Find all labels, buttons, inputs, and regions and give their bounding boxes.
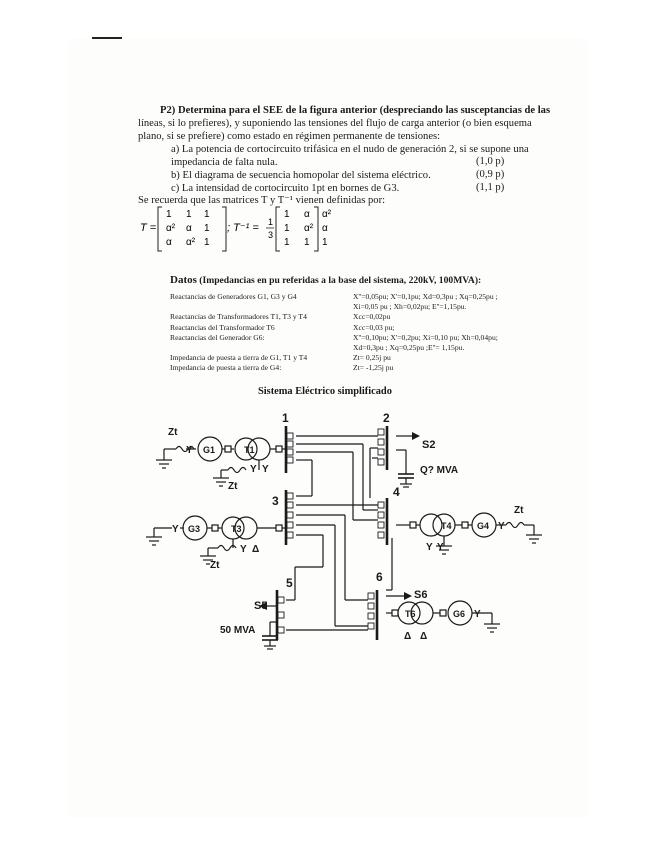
bus-breaker [287,457,293,463]
datos-row-value: Xcc=0,03 pu; [353,322,395,332]
t1-label: T1 [244,445,255,455]
t-cell-1-0: α² [166,223,176,234]
bus-breaker [278,627,284,633]
s5-label: S5 [254,600,268,612]
y-t4-a: Y [426,542,433,553]
datos-row-value: Xi=0,05 pu ; Xh=0,02pu; E''=1,15pu. [353,302,467,312]
bus-breaker [378,502,384,508]
tinv-label: ; T⁻¹ = [227,222,259,234]
recall-line: Se recuerda que las matrices T y T⁻¹ vienen definidas por: [138,195,386,206]
t-cell-2-1: α² [186,237,196,248]
zt-g4-label: Zt [514,505,524,516]
y-g4: Y [498,521,505,532]
t-cell-2-0: α [166,237,172,248]
s2-arrow-icon [412,432,420,440]
tinv-cell-2-1: 1 [304,237,310,248]
item-a-points: (1,0 p) [476,156,505,167]
tinv-cell-2-2: 1 [322,237,328,248]
y-g1: Y [186,445,193,456]
tinv-cell-0-1: α [304,209,310,220]
datos-row-label: Reactancias del Generador G6: [170,332,265,342]
t-cell-1-1: α [186,223,192,234]
bus-breaker [378,459,384,465]
t-cell-2-2: 1 [204,237,210,248]
bus-breaker [287,449,293,455]
g6-label: G6 [453,609,466,619]
q-mva-label: Q? MVA [420,465,459,476]
datos-row-value: Zt= -1,25j pu [353,363,394,373]
tinv-cell-2-0: 1 [284,237,290,248]
s2-label: S2 [422,439,436,451]
diagram-title: Sistema Eléctrico simplificado [258,386,392,397]
bus-breaker [378,449,384,455]
delta-t3: Δ [252,544,260,555]
node-2-label: 2 [383,411,390,425]
item-c-points: (1,1 p) [476,182,505,193]
item-b: b) El diagrama de secuencia homopolar del sistema eléctrico. [171,170,431,181]
t-cell-1-2: 1 [204,223,210,234]
bus-breaker [378,512,384,518]
zt-t3-label: Zt [210,560,220,571]
node-5-label: 5 [286,576,293,590]
t4-winding-a [420,514,442,536]
datos-row-value: Xd=0,3pu ; Xq=0,25pu ;E''= 1,15pu. [353,343,465,352]
datos-row-label: Impedancia de puesta a tierra de G4: [170,363,282,373]
item-b-points: (0,9 p) [476,169,505,180]
problem-line-2: líneas, si lo prefieres), y suponiendo las tensiones del flujo de carga anterior (o bien esquema [138,118,532,129]
s6-arrow-icon [404,592,412,600]
problem-line-1: P2) Determina para el SEE de la figura anterior (despreciando las susceptancias de las [160,105,551,116]
bus-breaker [278,597,284,603]
tinv-cell-0-0: 1 [284,209,290,220]
bus-breaker [378,429,384,435]
zt-t1-label: Zt [228,481,238,492]
item-c: c) La intensidad de cortocircuito 1pt en bornes de G3. [171,183,400,194]
bus-breaker [287,502,293,508]
bus-breaker [378,522,384,528]
bus-breaker [287,433,293,439]
bus-breaker [368,593,374,599]
node-1-label: 1 [282,411,289,425]
g4-zt-zigzag [506,523,524,528]
datos-row-label: Impedancia de puesta a tierra de G1, T1 y T4 [170,353,308,363]
datos-row-label: Reactancias del Transformador T6 [170,322,275,332]
delta-t6-a: Δ [404,631,412,642]
y-t3: Y [240,544,247,555]
g1-label: G1 [203,445,216,455]
datos-row-value: Zt= 0,25j pu [353,353,391,363]
tinv-den: 3 [268,230,274,240]
datos-row-value: X''=0,05pu; X'=0,1pu; Xd=0,3pu ; Xq=0,25pu ; [353,292,498,301]
tinv-cell-0-2: α² [322,209,332,220]
bus-breaker [287,532,293,538]
datos-title: Datos [170,274,197,286]
bus-breaker [378,439,384,445]
t6-label: T6 [405,609,416,619]
delta-t6-b: Δ [420,631,428,642]
node-6-label: 6 [376,570,383,584]
datos-row-value: Xcc=0,02pu [353,312,391,322]
s6-label: S6 [414,589,428,601]
datos-row-value: X''=0,10pu; X'=0,2pu; Xi=0,10 pu; Xh=0,04pu; [353,332,498,342]
datos-subtitle: (Impedancias en pu referidas a la base del sistema, 220kV, 100MVA): [199,275,482,286]
y-g3: Y [172,524,179,535]
bus-breaker [378,532,384,538]
tinv-cell-1-1: α² [304,223,314,234]
y-g6: Y [474,609,481,620]
y-t1-a: Y [250,464,257,475]
t-cell-0-0: 1 [166,209,172,220]
bus-breaker [287,522,293,528]
bus-breaker [368,613,374,619]
node-3-label: 3 [272,494,279,508]
t3-label: T3 [231,524,242,534]
item-a-line-1: a) La potencia de cortocircuito trifásica en el nudo de generación 2, si se supone una [171,144,529,155]
bus-breaker [368,603,374,609]
bus-breaker [287,512,293,518]
g3-label: G3 [188,524,201,534]
datos-row-label: Reactancias de Transformadores T1, T3 y T4 [170,312,307,322]
y-t1-b: Y [262,464,269,475]
item-a-line-2: impedancia de falta nula. [171,157,278,168]
zt-g1-label: Zt [168,427,178,438]
t-cell-0-1: 1 [186,209,192,220]
bus-breaker [368,623,374,629]
g4-label: G4 [477,521,490,531]
tinv-cell-1-2: α [322,223,328,234]
tinv-num: 1 [268,217,274,227]
cap-50-mva-label: 50 MVA [220,625,256,636]
t-label: T = [140,222,157,234]
node-4-label: 4 [393,485,400,499]
problem-line-3: plano, si se prefiere) como estado en régimen permanente de tensiones: [138,131,441,142]
bus-breaker [278,612,284,618]
tinv-cell-1-0: 1 [284,223,290,234]
t-cell-0-2: 1 [204,209,210,220]
t4-label: T4 [441,521,452,531]
y-t4-b: Y [437,542,444,553]
bus-breaker [287,441,293,447]
datos-row-label: Reactancias de Generadores G1, G3 y G4 [170,292,297,301]
bus-breaker [287,493,293,499]
